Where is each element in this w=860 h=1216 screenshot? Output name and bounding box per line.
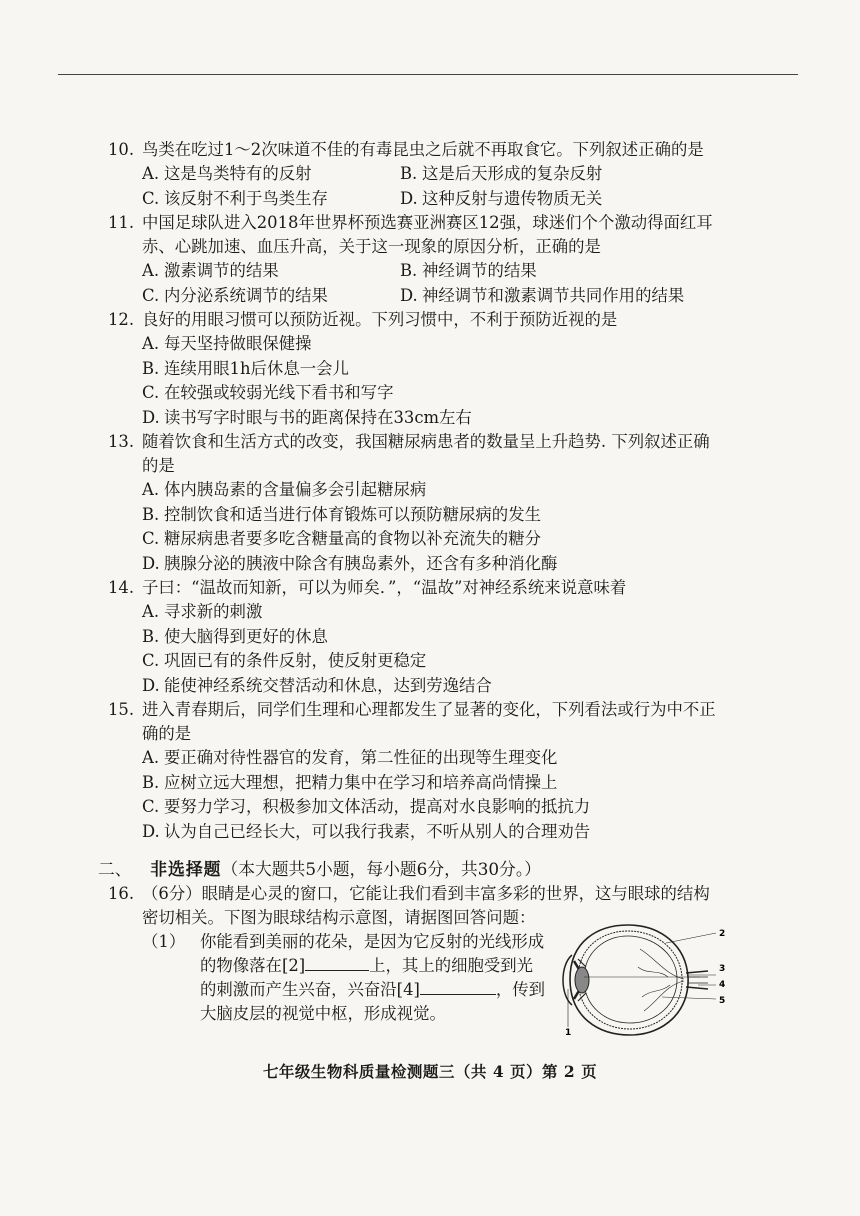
option-c: C. 在较强或较弱光线下看书和写字 [142, 383, 394, 402]
option-d: D. 胰腺分泌的胰液中除含有胰岛素外，还含有多种消化酶 [142, 553, 558, 573]
question-number: 13. [108, 432, 135, 451]
section-number: 二、 [98, 859, 132, 879]
question-number: 14. [108, 578, 135, 597]
option-b: B. 这是后天形成的复杂反射 [400, 164, 603, 183]
eyeball-diagram [548, 919, 728, 1039]
option-a: A. 激素调节的结果 [142, 261, 279, 280]
question-stem-line: 赤、心跳加速、血压升高，关于这一现象的原因分析，正确的是 [142, 237, 601, 256]
section-title: 非选择题 [150, 859, 222, 879]
question-stem: 子曰：“温故而知新，可以为师矣．”，“温故”对神经系统来说意味着 [142, 578, 627, 597]
sub-question-number: （1） [142, 932, 186, 951]
section-heading [98, 856, 728, 882]
option-c: C. 内分泌系统调节的结果 [142, 285, 328, 305]
option-d: D. 读书写字时眼与书的距离保持在33cm左右 [142, 407, 472, 427]
option-d: D. 神经调节和激素调节共同作用的结果 [400, 285, 685, 305]
option-c: C. 糖尿病患者要多吃含糖量高的食物以补充流失的糖分 [142, 529, 541, 548]
option-b: B. 应树立远大理想，把精力集中在学习和培养高尚情操上 [142, 772, 558, 792]
question-10 [108, 138, 728, 211]
option-a: A. 体内胰岛素的含量偏多会引起糖尿病 [142, 480, 427, 499]
question-stem-line: 确的是 [142, 724, 192, 743]
question-number: 11. [108, 213, 135, 232]
sub-question-1: （1） 你能看到美丽的花朵，是因为它反射的光线形成 的物像落在[2] 上，其上的细胞受到光 的刺激而产生兴奋，兴奋沿[4] ，传到 大脑皮层的视觉中枢，形成视觉。 [142, 932, 546, 1023]
option-c: C. 要努力学习，积极参加文体活动，提高对水良影响的抵抗力 [142, 797, 591, 816]
question-15 [108, 698, 728, 844]
question-number: 12. [108, 310, 135, 329]
option-a: A. 每天坚持做眼保健操 [142, 334, 312, 353]
option-a: A. 要正确对待性器官的发育，第二性征的出现等生理变化 [142, 748, 558, 767]
question-stem-line: 进入青春期后，同学们生理和心理都发生了显著的变化，下列看法或行为中不正 [142, 700, 716, 719]
figure-label-4: 4 [719, 980, 726, 990]
option-b: B. 连续用眼1h后休息一会儿 [142, 358, 349, 378]
question-number: 15. [108, 700, 135, 719]
answer-blank-retina[interactable] [305, 956, 369, 971]
answer-blank-optic-nerve[interactable] [420, 980, 496, 995]
question-stem-line: （6分）眼睛是心灵的窗口，它能让我们看到丰富多彩的世界，这与眼球的结构 [142, 884, 710, 903]
option-d: D. 认为自己已经长大，可以我行我素，不听从别人的合理劝告 [142, 821, 591, 841]
question-stem: 良好的用眼习惯可以预防近视。下列习惯中，不利于预防近视的是 [142, 310, 618, 329]
question-12 [108, 308, 728, 430]
question-stem-line: 的是 [142, 456, 175, 475]
eyeball-illustration [563, 925, 716, 1035]
question-11 [108, 211, 728, 308]
figure-label-2: 2 [719, 929, 726, 939]
question-number: 16. [108, 884, 135, 903]
option-a: A. 寻求新的刺激 [142, 602, 263, 621]
question-13 [108, 430, 728, 576]
question-stem-line: 随着饮食和生活方式的改变，我国糖尿病患者的数量呈上升趋势. 下列叙述正确 [142, 432, 710, 451]
figure-label-1: 1 [565, 1028, 572, 1038]
question-14 [108, 576, 728, 698]
question-stem: 鸟类在吃过1～2次味道不佳的有毒昆虫之后就不再取食它。下列叙述正确的是 [142, 140, 704, 159]
question-list [98, 138, 728, 1026]
option-c: C. 巩固已有的条件反射，使反射更稳定 [142, 651, 427, 670]
option-d: D. 这种反射与遗传物质无关 [400, 188, 603, 208]
question-stem-line: 密切相关。下图为眼球结构示意图，请据图回答问题： [142, 908, 536, 927]
option-d: D. 能使神经系统交替活动和休息，达到劳逸结合 [142, 675, 492, 695]
option-b: B. 神经调节的结果 [400, 261, 537, 280]
option-b: B. 控制饮食和适当进行体育锻炼可以预防糖尿病的发生 [142, 504, 541, 524]
option-b: B. 使大脑得到更好的休息 [142, 626, 328, 646]
header-rule [58, 74, 798, 75]
page-footer: 七年级生物科质量检测题三（共 4 页）第 2 页 [262, 1062, 598, 1081]
option-a: A. 这是鸟类特有的反射 [142, 164, 312, 183]
figure-label-3: 3 [719, 964, 726, 974]
section-note: （本大题共5小题，每小题6分，共30分。） [221, 859, 542, 879]
question-number: 10. [108, 140, 135, 159]
option-c: C. 该反射不利于鸟类生存 [142, 188, 328, 208]
question-stem-line: 中国足球队进入2018年世界杯预选赛亚洲赛区12强，球迷们个个激动得面红耳 [142, 213, 713, 232]
figure-label-5: 5 [719, 996, 726, 1006]
